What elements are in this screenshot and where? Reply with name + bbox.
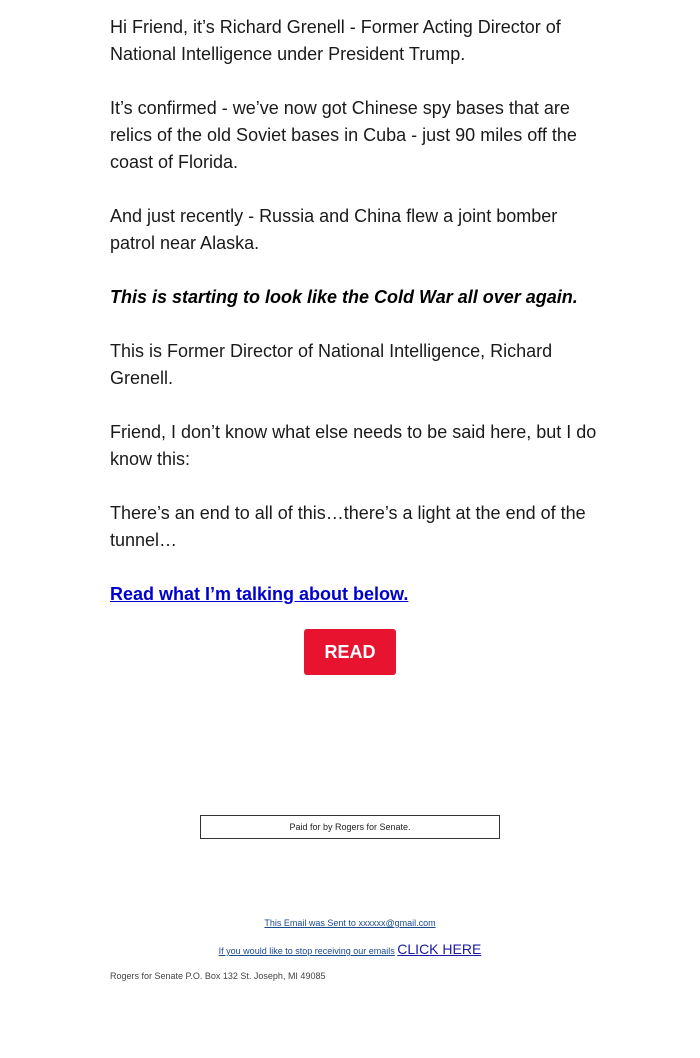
read-link-paragraph — [110, 581, 600, 608]
greeting-paragraph: Hi Friend, it’s Richard Grenell - Former Acting Director of National Intelligence under President Trump. — [110, 17, 561, 64]
read-button[interactable]: READ — [304, 629, 396, 675]
paid-for-disclaimer: Paid for by Rogers for Senate. — [200, 815, 500, 839]
sent-to-line — [0, 918, 700, 928]
unsubscribe-line — [0, 941, 700, 957]
cuba-paragraph: It’s confirmed - we’ve now got Chinese spy bases that are relics of the old Soviet bases in Cuba - just 90 miles off the coast of Florida. — [110, 98, 577, 172]
signature-paragraph: This is Former Director of National Intelligence, Richard Grenell. — [110, 341, 553, 388]
friend-paragraph: Friend, I don’t know what else needs to be said here, but I do know this: — [110, 422, 597, 469]
alaska-paragraph: And just recently - Russia and China flew a joint bomber patrol near Alaska. — [110, 206, 558, 253]
cold-war-paragraph: This is starting to look like the Cold War all over again. — [110, 287, 578, 307]
button-row — [0, 629, 700, 675]
email-body — [110, 14, 600, 622]
read-more-link[interactable]: Read what I’m talking about below. — [110, 584, 409, 604]
mailing-address: Rogers for Senate P.O. Box 132 St. Joseph, MI 49085 — [110, 971, 326, 981]
click-here-link[interactable]: CLICK HERE — [397, 941, 482, 957]
tunnel-paragraph: There’s an end to all of this…there’s a light at the end of the tunnel… — [110, 503, 586, 550]
unsubscribe-text-link[interactable]: If you would like to stop receiving our emails — [218, 946, 395, 956]
sent-to-link[interactable]: This Email was Sent to xxxxxx@gmail.com — [264, 918, 436, 928]
